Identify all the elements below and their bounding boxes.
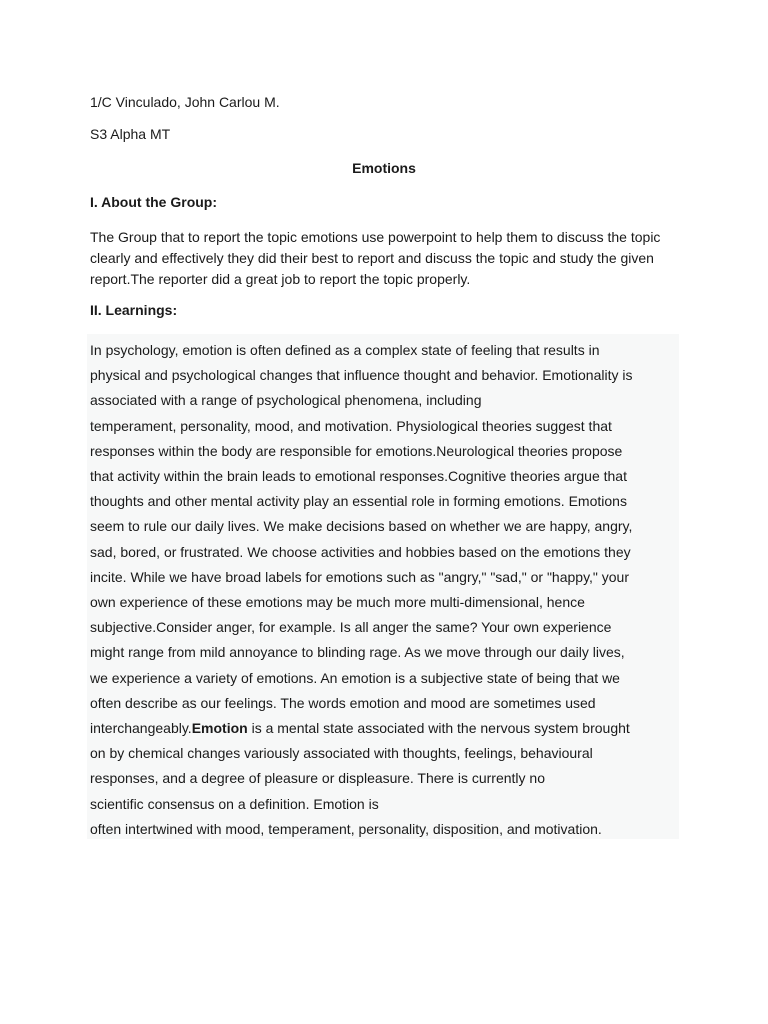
learnings-line: on by chemical changes variously associated with thoughts, feelings, behavioural — [90, 745, 593, 762]
learnings-line: scientific consensus on a definition. Emotion is — [90, 795, 379, 812]
learnings-line: subjective.Consider anger, for example. Is all anger the same? Your own experience — [90, 619, 612, 636]
learnings-line: that activity within the brain leads to emotional responses.Cognitive theories argue that — [90, 468, 627, 485]
learnings-line: responses within the body are responsible for emotions.Neurological theories propose — [90, 442, 623, 459]
learnings-paragraph — [90, 338, 682, 842]
learnings-line: In psychology, emotion is often defined as a complex state of feeling that results in — [90, 342, 600, 358]
about-paragraph: The Group that to report the topic emotions use powerpoint to help them to discuss the topic clearly and effectively they did their best to report and discuss the topic and study the given report.The reporter did a great job to report the topic properly. — [90, 229, 661, 287]
author-name: 1/C Vinculado, John Carlou M. — [90, 94, 280, 110]
learnings-line — [90, 716, 682, 741]
learnings-line: might range from mild annoyance to blinding rage. As we move through our daily lives, — [90, 644, 625, 661]
learnings-line: responses, and a degree of pleasure or displeasure. There is currently no — [90, 770, 546, 787]
learnings-line: temperament, personality, mood, and motivation. Physiological theories suggest that — [90, 417, 612, 434]
learnings-heading: II. Learnings: — [90, 302, 178, 318]
learnings-line: incite. While we have broad labels for emotions such as "angry," "sad," or "happy," your — [90, 568, 630, 585]
learnings-line: thoughts and other mental activity play an essential role in forming emotions. Emotions — [90, 493, 627, 510]
learnings-line: own experience of these emotions may be much more multi-dimensional, hence — [90, 594, 585, 611]
learnings-line: sad, bored, or frustrated. We choose activities and hobbies based on the emotions they — [90, 543, 631, 560]
about-heading: I. About the Group: — [90, 194, 218, 210]
emotion-bold-term: Emotion — [191, 720, 248, 737]
learnings-line: often describe as our feelings. The words emotion and mood are sometimes used — [90, 694, 596, 711]
learnings-line: we experience a variety of emotions. An emotion is a subjective state of being that we — [90, 669, 620, 686]
document-title: Emotions — [352, 160, 416, 176]
learnings-line: often intertwined with mood, temperament, personality, disposition, and motivation. — [90, 820, 602, 837]
learnings-line: associated with a range of psychological phenomena, including — [90, 392, 482, 409]
learnings-line: seem to rule our daily lives. We make decisions based on whether we are happy, angry, — [90, 518, 633, 535]
learnings-line: physical and psychological changes that influence thought and behavior. Emotionality is — [90, 367, 633, 384]
learnings-line-suffix: is a mental state associated with the nervous system brought — [247, 720, 630, 737]
learnings-line-prefix: interchangeably. — [90, 720, 192, 737]
section-label: S3 Alpha MT — [90, 126, 171, 142]
